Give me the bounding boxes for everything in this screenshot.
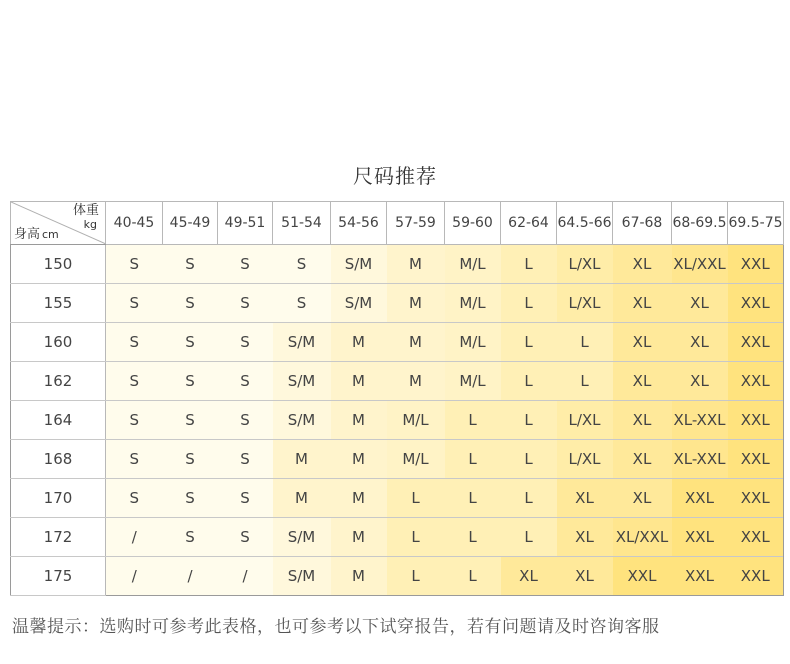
size-cell: M (387, 323, 445, 362)
size-cell: L/XL (557, 440, 613, 479)
height-cell: 175 (11, 557, 106, 596)
table-row (11, 557, 784, 596)
size-cell: L (501, 401, 557, 440)
size-cell: S/M (273, 323, 331, 362)
size-cell: M (387, 362, 445, 401)
size-cell: XL (557, 518, 613, 557)
size-cell: XXL (613, 557, 672, 596)
size-cell: S (218, 401, 273, 440)
height-cell: 164 (11, 401, 106, 440)
size-cell: L/XL (557, 245, 613, 284)
size-cell: M/L (445, 323, 501, 362)
size-cell: S (163, 362, 218, 401)
size-cell: L (557, 362, 613, 401)
size-cell: L (445, 557, 501, 596)
size-cell: XL/XXL (672, 245, 728, 284)
size-cell: M/L (445, 362, 501, 401)
size-cell: XXL (728, 323, 784, 362)
size-cell: S/M (273, 401, 331, 440)
size-cell: S (218, 362, 273, 401)
size-cell: XXL (672, 479, 728, 518)
size-cell: XXL (728, 245, 784, 284)
size-cell: M (331, 401, 387, 440)
height-cell: 155 (11, 284, 106, 323)
size-cell: XL (613, 284, 672, 323)
weight-header-cell: 54-56 (331, 202, 387, 245)
size-cell: L (387, 479, 445, 518)
size-cell: L (387, 557, 445, 596)
size-cell: S/M (273, 518, 331, 557)
size-cell: S/M (273, 362, 331, 401)
size-cell: XL-XXL (672, 440, 728, 479)
size-cell: L (501, 479, 557, 518)
size-cell: M (273, 440, 331, 479)
weight-header-cell: 45-49 (163, 202, 218, 245)
size-cell: XXL (672, 557, 728, 596)
size-cell: S (218, 323, 273, 362)
size-cell: XL (613, 401, 672, 440)
size-cell: S (218, 440, 273, 479)
weight-header-cell: 57-59 (387, 202, 445, 245)
size-cell: S (106, 440, 163, 479)
height-unit: cm (42, 228, 59, 241)
size-cell: XL/XXL (613, 518, 672, 557)
size-cell: S (273, 245, 331, 284)
size-cell: M (331, 479, 387, 518)
weight-header-cell: 62-64 (501, 202, 557, 245)
size-cell: / (218, 557, 273, 596)
size-cell: XL (672, 284, 728, 323)
weight-header-cell: 64.5-66 (557, 202, 613, 245)
size-cell: XL (613, 362, 672, 401)
size-cell: L (445, 440, 501, 479)
size-cell: / (106, 518, 163, 557)
size-cell: S (163, 401, 218, 440)
weight-header-cell: 49-51 (218, 202, 273, 245)
size-cell: M (331, 518, 387, 557)
size-cell: / (163, 557, 218, 596)
size-cell: L/XL (557, 284, 613, 323)
size-cell: XXL (728, 284, 784, 323)
table-row (11, 479, 784, 518)
size-cell: L (387, 518, 445, 557)
tips-text: 温馨提示：选购时可参考此表格，也可参考以下试穿报告，若有问题请及时咨询客服 (12, 617, 660, 637)
size-cell: XL-XXL (672, 401, 728, 440)
table-row (11, 518, 784, 557)
size-recommendation-table (10, 201, 784, 596)
size-cell: M (387, 284, 445, 323)
size-cell: S/M (331, 284, 387, 323)
size-cell: XL (613, 245, 672, 284)
size-cell: XL (613, 479, 672, 518)
weight-label: 体重 (72, 203, 99, 218)
table-row (11, 440, 784, 479)
size-cell: L (557, 323, 613, 362)
weight-header-cell: 69.5-75 (728, 202, 784, 245)
size-cell: L (445, 479, 501, 518)
size-cell: S (273, 284, 331, 323)
size-cell: XXL (728, 518, 784, 557)
size-cell: XL (672, 362, 728, 401)
size-cell: XL (557, 479, 613, 518)
corner-header-cell (11, 202, 106, 245)
weight-header-cell: 67-68 (613, 202, 672, 245)
size-cell: L (501, 245, 557, 284)
weight-header-row (11, 202, 784, 245)
size-cell: S (218, 284, 273, 323)
size-cell: XXL (728, 362, 784, 401)
weight-header-cell: 51-54 (273, 202, 331, 245)
size-cell: S (106, 284, 163, 323)
size-cell: M (331, 557, 387, 596)
size-cell: S (106, 479, 163, 518)
size-cell: L (501, 518, 557, 557)
height-cell: 162 (11, 362, 106, 401)
size-cell: XL (613, 440, 672, 479)
size-cell: L (501, 440, 557, 479)
size-cell: S (218, 245, 273, 284)
table-row (11, 284, 784, 323)
weight-header-cell: 40-45 (106, 202, 163, 245)
height-cell: 150 (11, 245, 106, 284)
size-cell: XL (557, 557, 613, 596)
size-cell: XXL (672, 518, 728, 557)
size-cell: S (106, 245, 163, 284)
size-cell: S/M (331, 245, 387, 284)
size-cell: M/L (387, 440, 445, 479)
size-cell: XL (672, 323, 728, 362)
size-cell: M (331, 362, 387, 401)
size-cell: M/L (445, 245, 501, 284)
height-label: 身高 (14, 227, 41, 242)
size-cell: L (501, 362, 557, 401)
size-cell: XXL (728, 479, 784, 518)
table-row (11, 362, 784, 401)
size-cell: L (445, 518, 501, 557)
size-cell: XXL (728, 401, 784, 440)
height-cell: 170 (11, 479, 106, 518)
size-cell: M (273, 479, 331, 518)
size-cell: S (106, 323, 163, 362)
table-body (11, 245, 784, 596)
size-cell: L/XL (557, 401, 613, 440)
size-cell: XXL (728, 557, 784, 596)
size-cell: S (106, 362, 163, 401)
size-cell: XL (613, 323, 672, 362)
size-cell: S/M (273, 557, 331, 596)
size-cell: / (106, 557, 163, 596)
size-cell: S (163, 479, 218, 518)
size-cell: M (387, 245, 445, 284)
page-title: 尺码推荐 (353, 164, 437, 188)
size-cell: L (445, 401, 501, 440)
size-cell: S (163, 440, 218, 479)
size-cell: S (163, 284, 218, 323)
weight-unit: kg (83, 218, 97, 231)
weight-header-cell: 59-60 (445, 202, 501, 245)
size-cell: S (218, 518, 273, 557)
table-row (11, 245, 784, 284)
size-cell: S (218, 479, 273, 518)
height-cell: 172 (11, 518, 106, 557)
weight-header-cell: 68-69.5 (672, 202, 728, 245)
size-cell: M/L (445, 284, 501, 323)
table-row (11, 323, 784, 362)
size-cell: M/L (387, 401, 445, 440)
size-cell: M (331, 323, 387, 362)
size-cell: S (106, 401, 163, 440)
size-cell: S (163, 518, 218, 557)
size-cell: M (331, 440, 387, 479)
size-cell: L (501, 323, 557, 362)
size-cell: XXL (728, 440, 784, 479)
height-cell: 168 (11, 440, 106, 479)
height-cell: 160 (11, 323, 106, 362)
size-cell: L (501, 284, 557, 323)
size-cell: XL (501, 557, 557, 596)
size-cell: S (163, 323, 218, 362)
size-cell: S (163, 245, 218, 284)
table-row (11, 401, 784, 440)
